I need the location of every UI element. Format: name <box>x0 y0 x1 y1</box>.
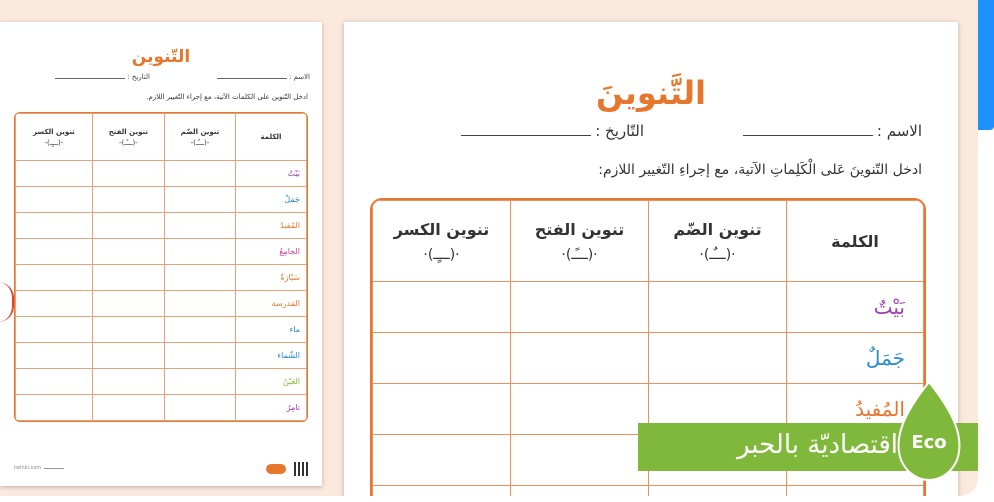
thumbnail-footer <box>14 462 308 476</box>
thumbnail-answer-cell <box>92 213 164 239</box>
thumb-header-kasra: تنوين الكسر -(ـــٍـ)- <box>16 114 93 161</box>
thumbnail-answer-cell <box>164 317 235 343</box>
page-instruction: ادخل التّنوينَ عَلى الْكَلِماتِ الآتية، مع إجراءِ التّغيير اللازم: <box>598 162 922 178</box>
thumbnail-title: التّنوين <box>131 47 191 67</box>
footer-text: twinkl.com <box>14 465 42 471</box>
eco-banner-text: اقتصاديّة بالحبر <box>736 430 898 460</box>
thumbnail-answer-cell <box>16 343 93 369</box>
thumbnail-table-header <box>16 114 307 161</box>
answer-cell[interactable] <box>649 486 787 497</box>
thumbnail-answer-cell <box>16 239 93 265</box>
thumbnail-table-row <box>16 291 307 317</box>
worksheet-table-row <box>373 333 924 384</box>
date-field: التّاريخ : <box>461 122 644 140</box>
thumbnail-table-row <box>16 343 307 369</box>
thumb-header-fatha: تنوين الفتح -(ـــًـ)- <box>92 114 164 161</box>
thumbnail-answer-cell <box>164 343 235 369</box>
side-spacer <box>978 130 994 502</box>
thumbnail-answer-cell <box>16 291 93 317</box>
worksheet-table-row <box>373 282 924 333</box>
word-cell: بَيْتٌ <box>787 282 924 333</box>
thumbnail-answer-cell <box>16 395 93 421</box>
page-meta <box>380 122 922 144</box>
answer-cell[interactable] <box>373 333 511 384</box>
answer-cell[interactable] <box>373 435 511 486</box>
thumbnail-table <box>14 112 308 422</box>
header-kasra: تنوين الكسر ·(ـــٍـ)· <box>373 201 511 282</box>
thumbnail-answer-cell <box>92 187 164 213</box>
thumbnail-answer-cell <box>164 265 235 291</box>
footer-divider <box>44 468 64 469</box>
thumbnail-word-cell: المُفيدُ <box>236 213 307 239</box>
answer-cell[interactable] <box>511 333 649 384</box>
thumbnail-instruction: ادخل التّنوين على الكلمات الآتية، مع إجراء التّغيير اللازم. <box>146 93 308 101</box>
thumbnail-word-cell: تامِرُ <box>236 395 307 421</box>
answer-cell[interactable] <box>373 486 511 497</box>
thumbnail-answer-cell <box>92 317 164 343</box>
header-word: الكلمة <box>787 201 924 282</box>
thumbnail-table-row <box>16 239 307 265</box>
word-cell <box>787 486 924 497</box>
thumbnail-answer-cell <box>164 187 235 213</box>
thumbnail-table-row <box>16 161 307 187</box>
thumbnail-answer-cell <box>16 213 93 239</box>
answer-cell[interactable] <box>373 384 511 435</box>
answer-cell[interactable] <box>511 282 649 333</box>
side-tab[interactable] <box>978 0 994 130</box>
thumbnail-page[interactable] <box>0 22 322 486</box>
thumbnail-table-row <box>16 317 307 343</box>
thumbnail-word-cell: الشّماء <box>236 343 307 369</box>
answer-cell[interactable] <box>373 282 511 333</box>
thumbnail-answer-cell <box>16 161 93 187</box>
thumbnail-date-field: التاريخ : <box>55 72 150 81</box>
thumbnail-word-cell: الجامِعُ <box>236 239 307 265</box>
thumbnail-word-cell: بَيْتٌ <box>236 161 307 187</box>
thumbnail-answer-cell <box>92 291 164 317</box>
worksheet-table-row <box>373 486 924 497</box>
thumbnail-name-field: الاسم : <box>217 72 310 81</box>
eco-badge: Eco <box>911 432 947 453</box>
thumbnail-answer-cell <box>92 395 164 421</box>
thumbnail-answer-cell <box>92 239 164 265</box>
thumbnail-answer-cell <box>92 369 164 395</box>
thumbnail-table-row <box>16 213 307 239</box>
thumbnail-answer-cell <box>92 161 164 187</box>
thumbnail-word-cell: سَيّارَةٌ <box>236 265 307 291</box>
thumbnail-table-row <box>16 187 307 213</box>
thumbnail-answer-cell <box>16 265 93 291</box>
answer-cell[interactable] <box>649 333 787 384</box>
thumbnail-answer-cell <box>16 187 93 213</box>
thumbnail-answer-cell <box>164 291 235 317</box>
thumbnail-answer-cell <box>164 369 235 395</box>
thumbnail-answer-cell <box>164 395 235 421</box>
word-cell: المُفيدُ <box>787 384 924 435</box>
thumbnail-answer-cell <box>92 265 164 291</box>
thumbnail-answer-cell <box>16 369 93 395</box>
thumbnail-word-cell: ماء <box>236 317 307 343</box>
qr-code-icon <box>294 462 308 476</box>
header-fatha: تنوين الفتح ·(ـــًـ)· <box>511 201 649 282</box>
thumb-header-damma: تنوين الضّم -(ـــٌـ)- <box>164 114 235 161</box>
page-title: التَّنوينَ <box>596 74 706 112</box>
thumbnail-answer-cell <box>16 317 93 343</box>
worksheet-table-header <box>373 201 924 282</box>
header-damma: تنوين الضّم ·(ـــٌـ)· <box>649 201 787 282</box>
thumbnail-answer-cell <box>164 239 235 265</box>
answer-cell[interactable] <box>511 384 649 435</box>
thumbnail-answer-cell <box>164 161 235 187</box>
word-cell: جَمَلٌ <box>787 333 924 384</box>
brand-logo-icon <box>266 464 286 474</box>
thumbnail-table-row <box>16 369 307 395</box>
thumbnail-word-cell: العَيْنُ <box>236 369 307 395</box>
thumbnail-meta <box>12 72 310 84</box>
thumbnail-table-row <box>16 395 307 421</box>
answer-cell[interactable] <box>511 435 649 486</box>
thumbnail-answer-cell <box>164 213 235 239</box>
thumb-header-word: الكلمة <box>236 114 307 161</box>
name-field: الاسم : <box>743 122 922 140</box>
thumbnail-word-cell: المَدرسة <box>236 291 307 317</box>
answer-cell[interactable] <box>511 486 649 497</box>
thumbnail-answer-cell <box>92 343 164 369</box>
thumbnail-table-row <box>16 265 307 291</box>
thumbnail-word-cell: جَمَلٌ <box>236 187 307 213</box>
answer-cell[interactable] <box>649 282 787 333</box>
